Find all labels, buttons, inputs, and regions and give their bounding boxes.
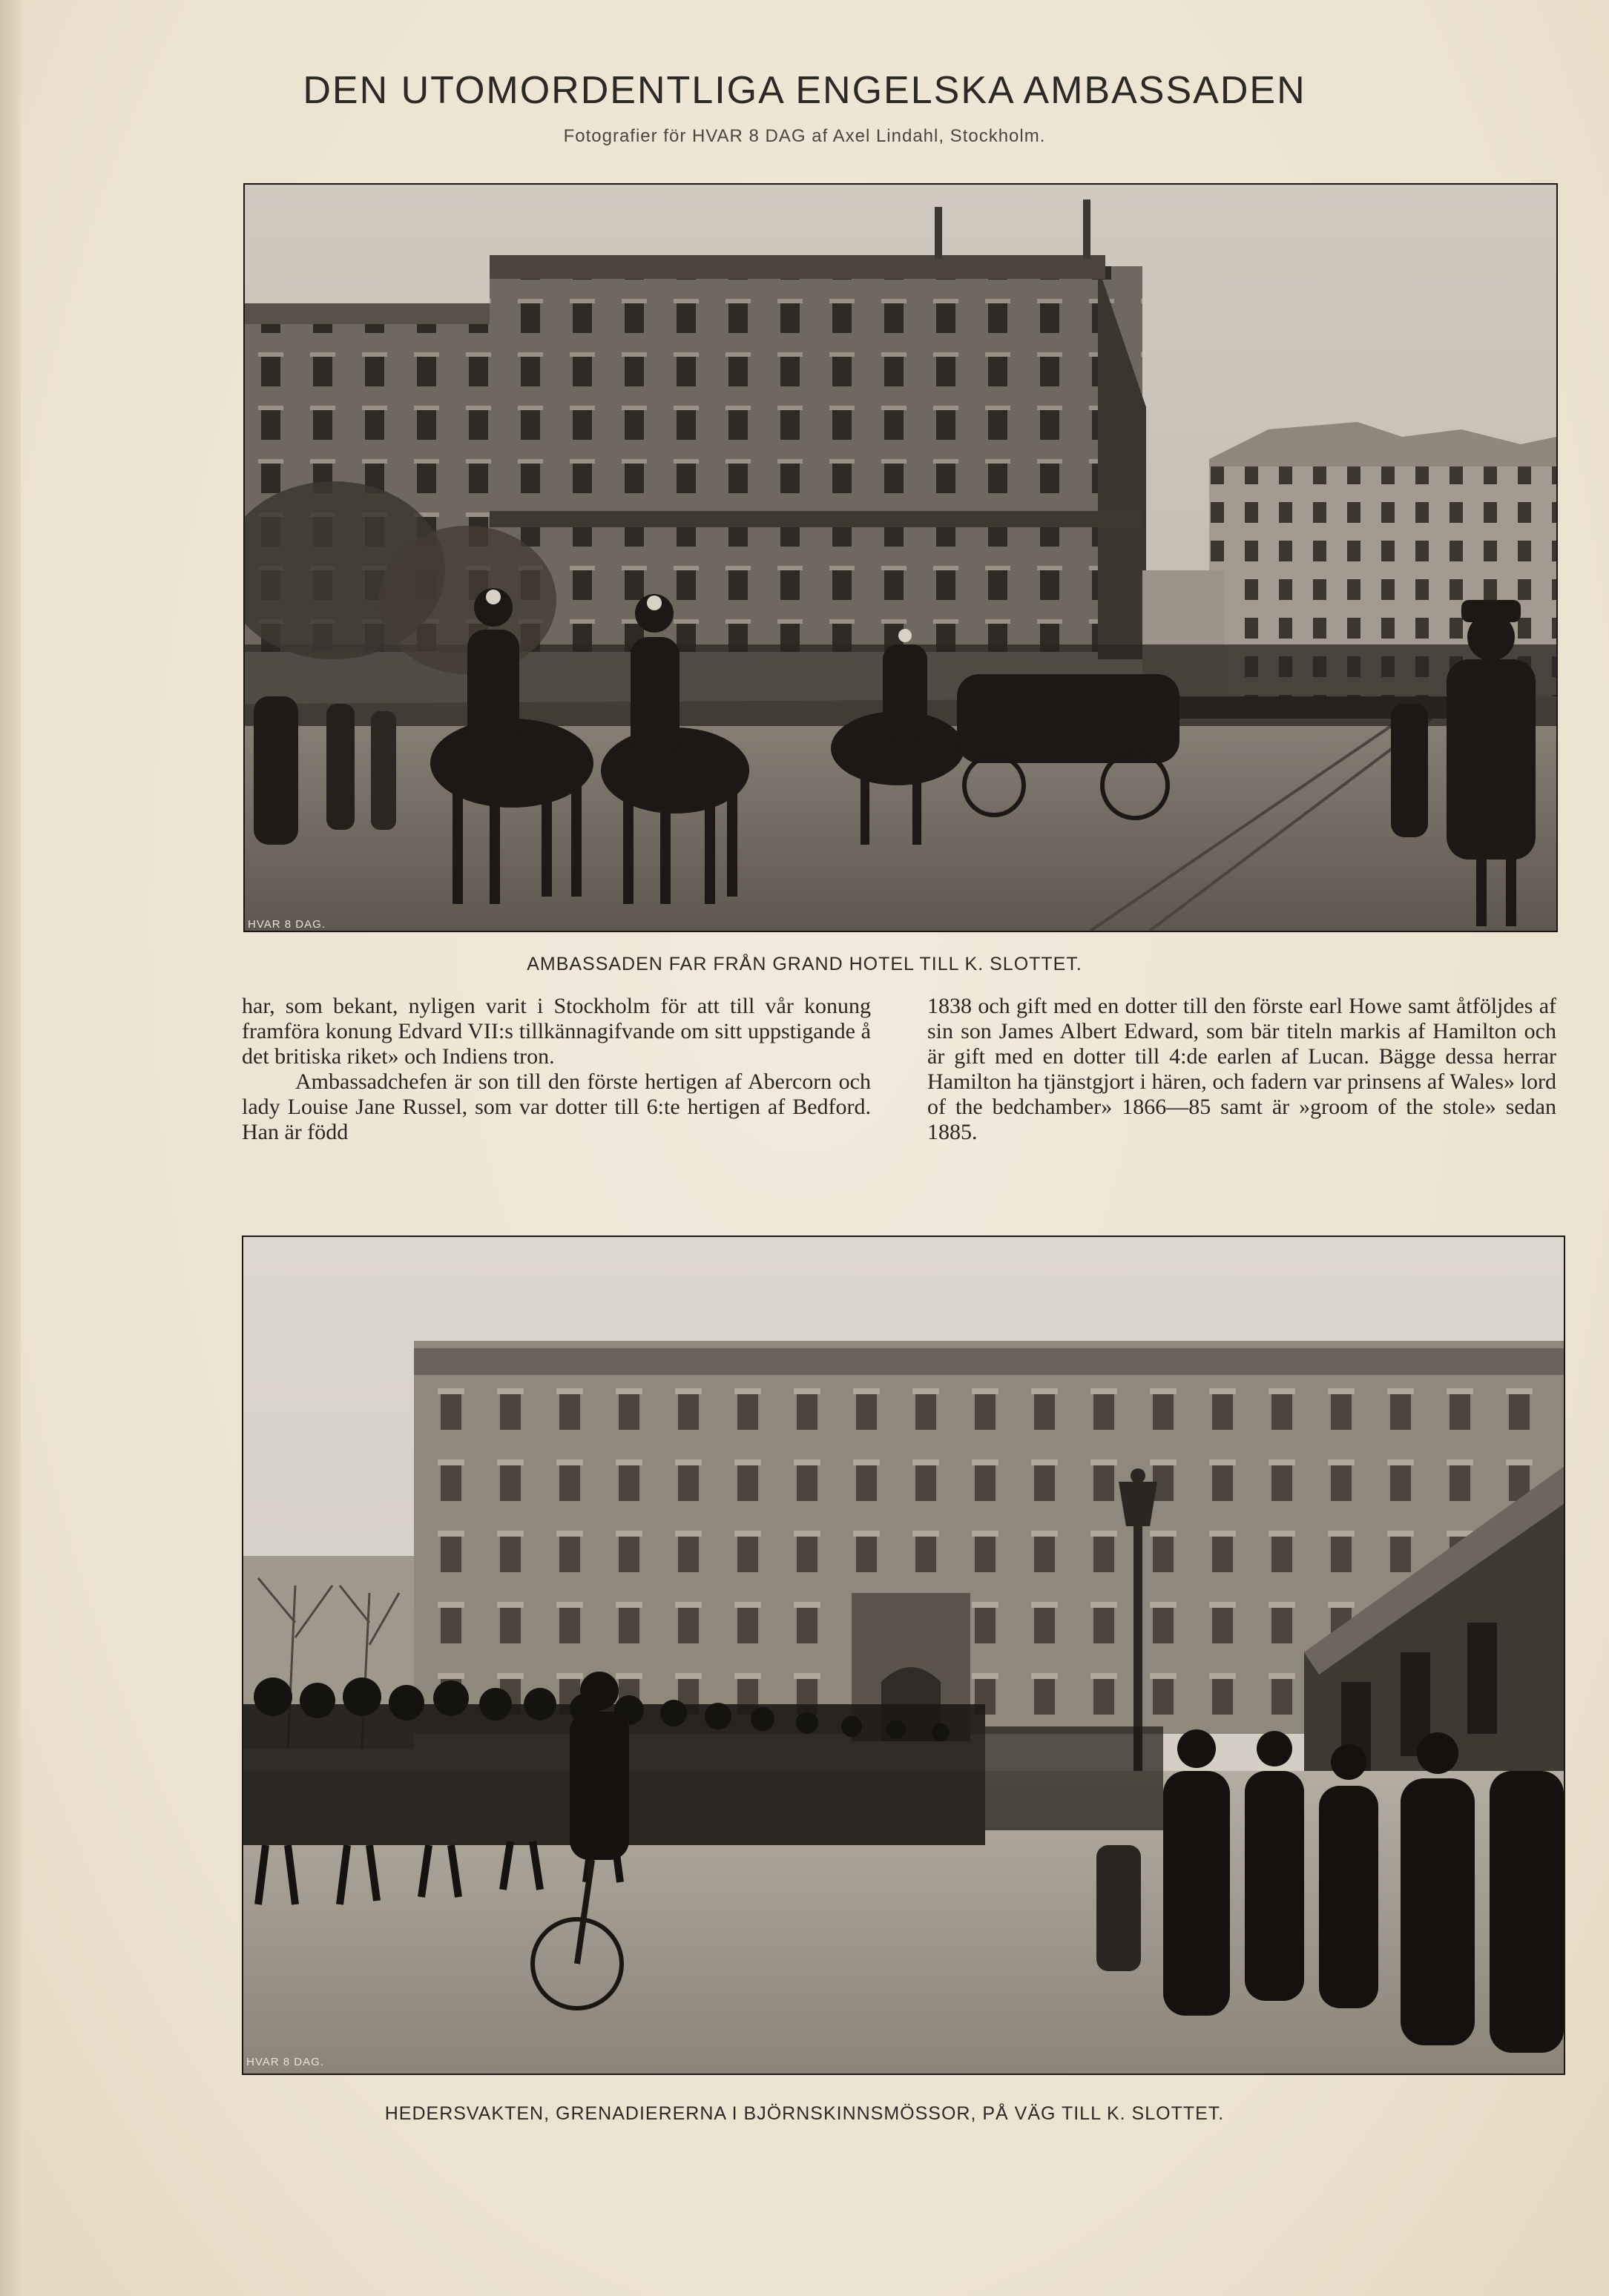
article-column-left	[242, 994, 871, 1145]
photo-credit: Fotografier för HVAR 8 DAG af Axel Lindahl, Stockholm.	[563, 126, 1046, 146]
photo-watermark: HVAR 8 DAG.	[248, 918, 326, 931]
photo-caption: AMBASSADEN FAR FRÅN GRAND HOTEL TILL K. SLOTTET.	[527, 954, 1082, 974]
article-paragraph: Ambassadchefen är son till den förste hertigen af Abercorn och lady Louise Jane Russel, som var dotter till 6:te hertigen af Bedford. Han är född	[242, 1069, 871, 1144]
article-paragraph: har, som bekant, nyligen varit i Stockholm för att till vår konung framföra konung Edvard VII:s tillkännagifvande om sitt uppstigande å det britiska riket» och Indiens tron.	[242, 994, 871, 1069]
photo-embassy-procession	[243, 183, 1558, 932]
article-paragraph: 1838 och gift med en dotter till den förste earl Howe samt åtföljdes af sin son James Albert Edward, som bär titeln markis af Hamilton och är gift med en dotter till 4:de earlen af Lucan. Bägge dessa herrar Hamilton ha tjänstgjort i hären, och fadern var prinsens af Wales» lord of the bedchamber» 1866—85 samt är »groom of the stole» sedan 1885.	[927, 994, 1556, 1144]
page-binding-edge	[0, 0, 21, 2296]
procession-photo-graphic	[245, 185, 1556, 931]
photo-caption: HEDERSVAKTEN, GRENADIERERNA I BJÖRNSKINNSMÖSSOR, PÅ VÄG TILL K. SLOTTET.	[384, 2103, 1225, 2124]
honour-guard-photo-graphic	[243, 1237, 1564, 2074]
article-column-right	[927, 994, 1556, 1145]
photo-watermark: HVAR 8 DAG.	[246, 2056, 324, 2068]
page-title: DEN UTOMORDENTLIGA ENGELSKA AMBASSADEN	[303, 69, 1306, 112]
photo-honour-guard	[242, 1236, 1565, 2075]
